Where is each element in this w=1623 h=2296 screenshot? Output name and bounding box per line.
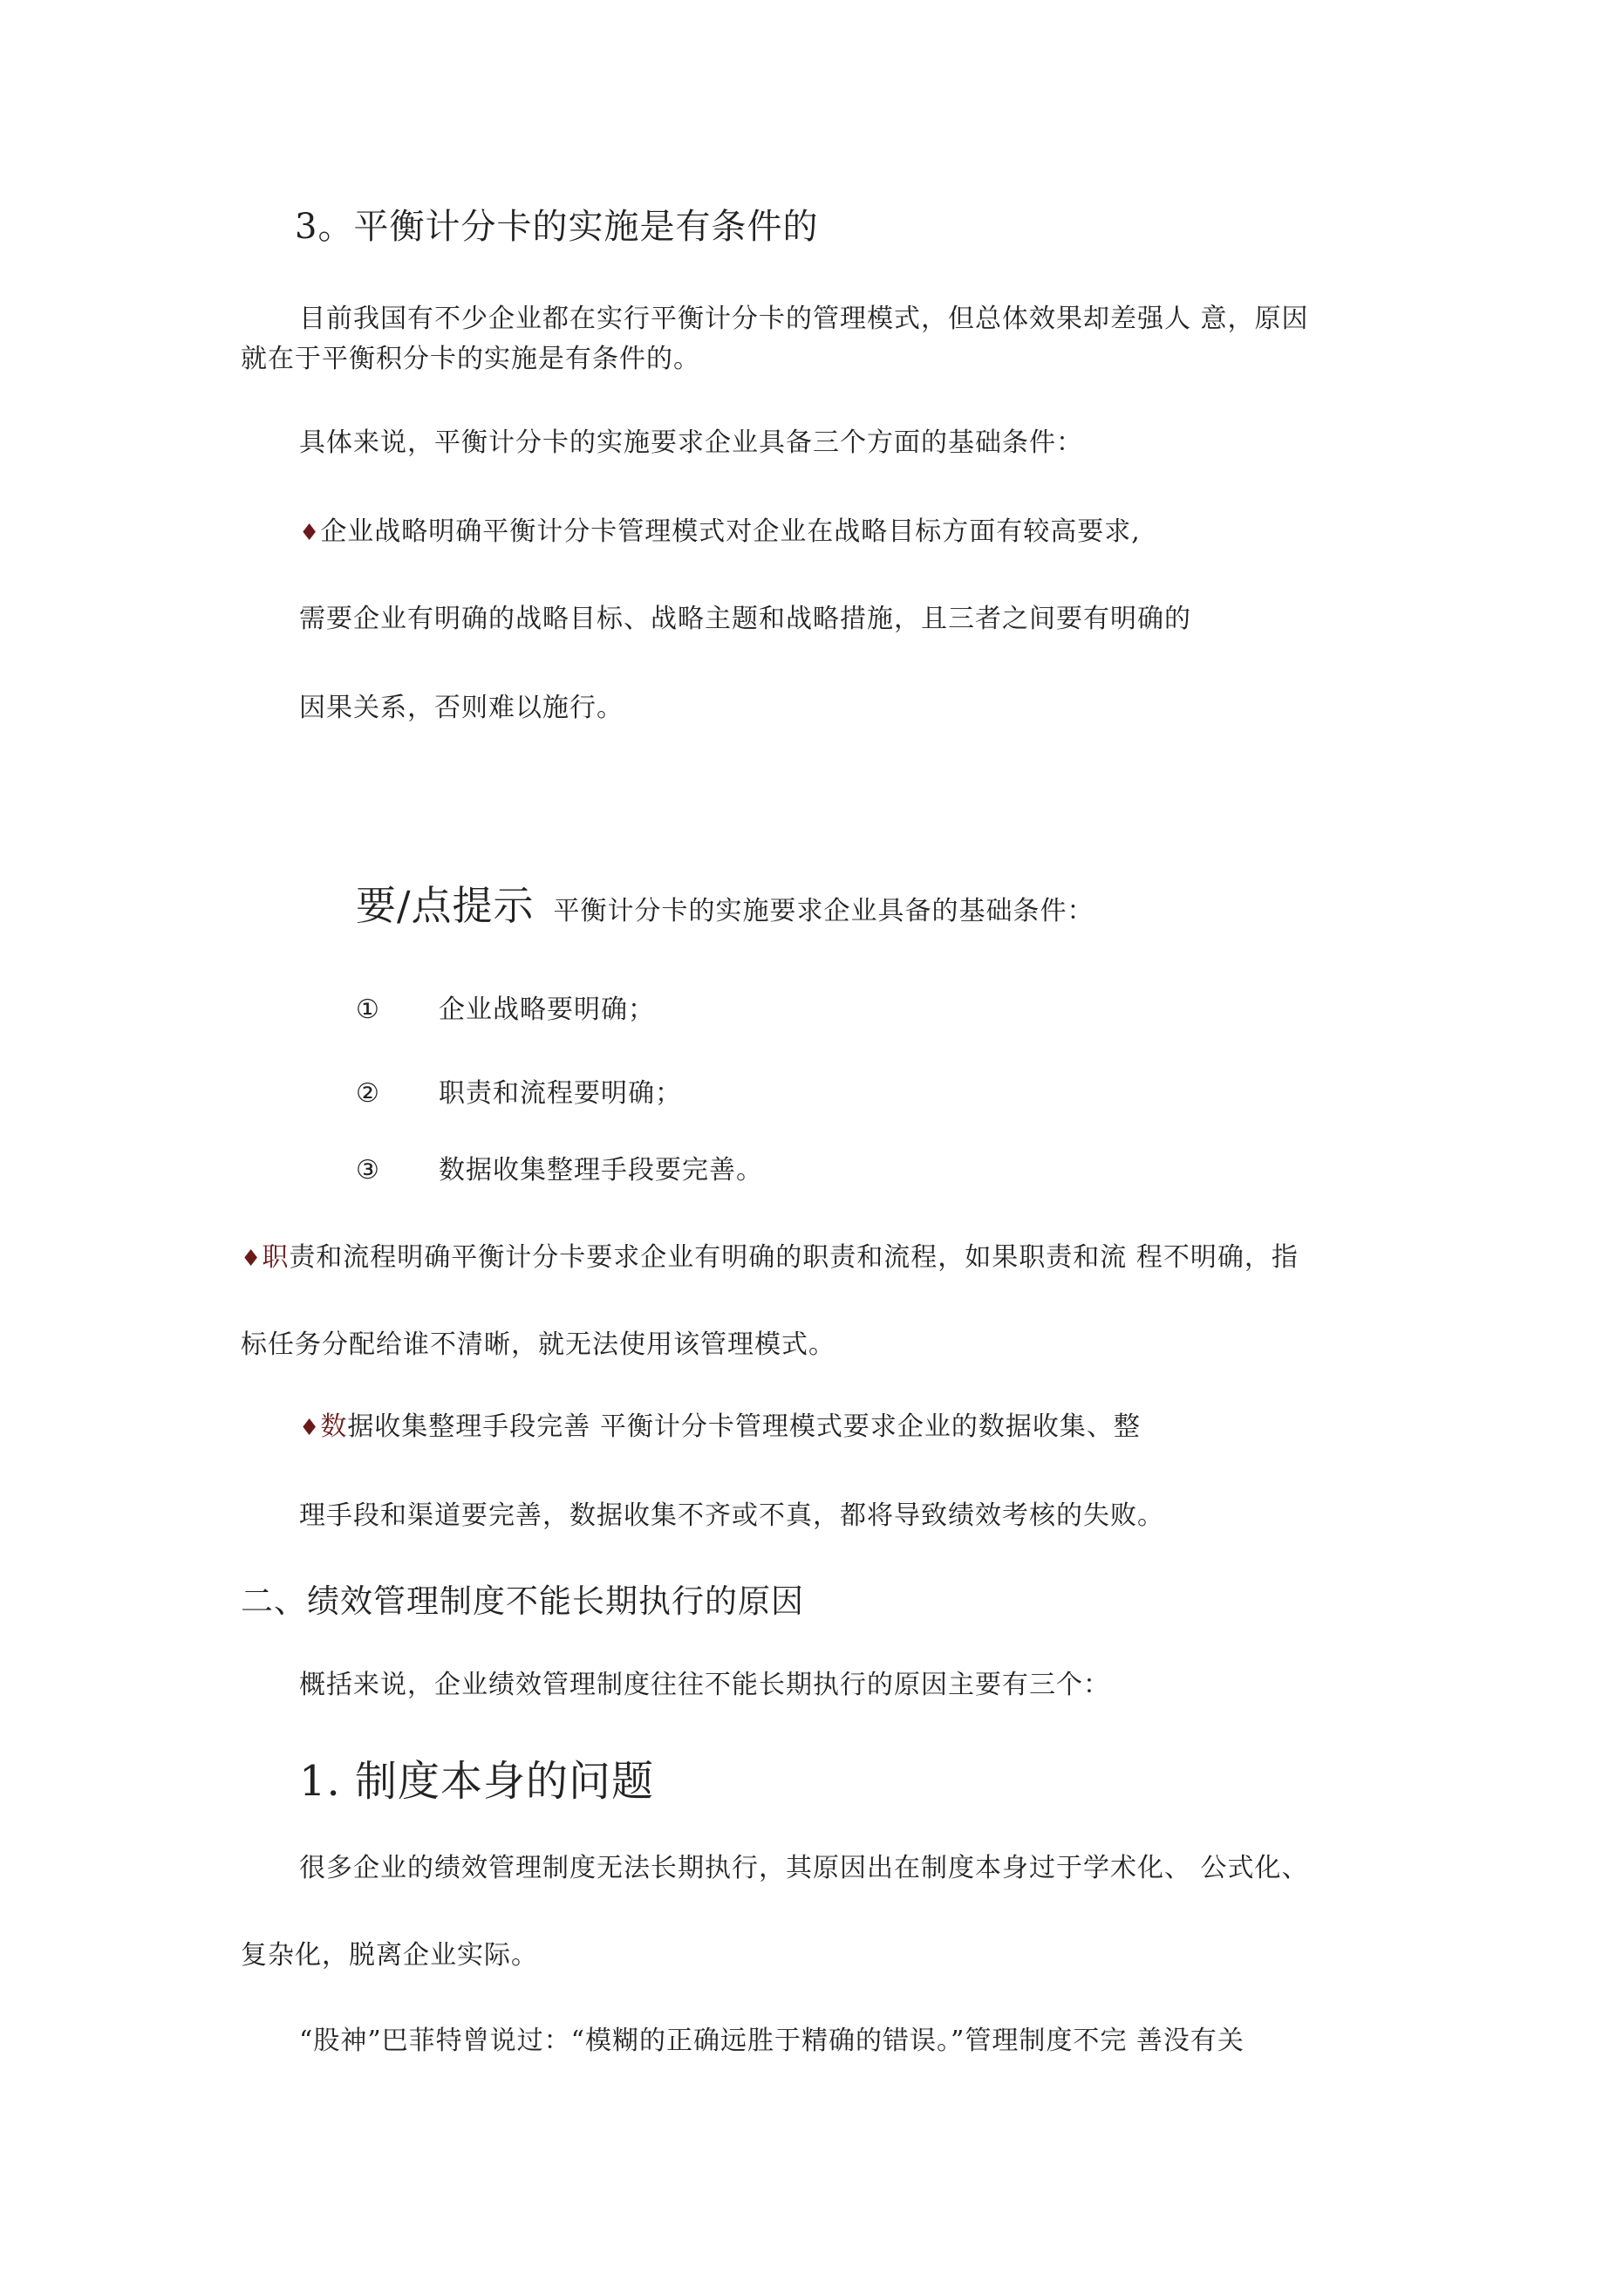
tip-text: 平衡计分卡的实施要求企业具备的基础条件： (553, 896, 1095, 926)
tip-label: 要/点提示 (356, 882, 535, 929)
paragraph-line: 需要企业有明确的战略目标、战略主题和战略措施，且三者之间要有明确的 (299, 604, 1191, 634)
list-item (356, 1153, 763, 1188)
paragraph-line: 标任务分配给谁不清晰，就无法使用该管理模式。 (241, 1329, 835, 1360)
list-item (356, 993, 655, 1028)
paragraph-line: 目前我国有不少企业都在实行平衡计分卡的管理模式，但总体效果却差强人 意，原因 (299, 304, 1309, 334)
paragraph-line: 理手段和渠道要完善，数据收集不齐或不真，都将导致绩效考核的失败。 (299, 1500, 1164, 1531)
bullet-paragraph (299, 515, 1141, 550)
paragraph-line: 具体来说，平衡计分卡的实施要求企业具备三个方面的基础条件： (299, 427, 1083, 458)
bullet-paragraph (241, 1240, 1299, 1276)
diamond-bullet-icon: ♦ (299, 1415, 321, 1441)
list-number: ③ (356, 1155, 380, 1186)
list-item-text: 数据收集整理手段要完善。 (439, 1155, 763, 1186)
paragraph-line: 很多企业的绩效管理制度无法长期执行，其原因出在制度本身过于学术化、 公式化、 (299, 1853, 1309, 1883)
list-item-text: 企业战略要明确； (439, 994, 655, 1025)
paragraph-line: 因果关系，否则难以施行。 (299, 693, 624, 723)
subsection-heading: 1. 制度本身的问题 (299, 1757, 655, 1806)
bullet-text: 企业战略明确平衡计分卡管理模式对企业在战略目标方面有较高要求, (320, 516, 1141, 547)
paragraph-line: 就在于平衡积分卡的实施是有条件的。 (241, 344, 700, 374)
tip-header (356, 881, 1095, 930)
diamond-bullet-icon: ♦ (241, 1246, 263, 1272)
bullet-text: 责和流程明确平衡计分卡要求企业有明确的职责和流程，如果职责和流 程不明确，指 (289, 1242, 1299, 1273)
bullet-first-char: 职 (262, 1242, 290, 1273)
section-heading: 二、绩效管理制度不能长期执行的原因 (241, 1582, 804, 1620)
list-number: ② (356, 1078, 380, 1109)
paragraph-line: 概括来说，企业绩效管理制度往往不能长期执行的原因主要有三个： (299, 1670, 1110, 1700)
bullet-paragraph (299, 1410, 1141, 1445)
list-number: ① (356, 994, 380, 1025)
bullet-text: 据收集整理手段完善 平衡计分卡管理模式要求企业的数据收集、整 (347, 1411, 1141, 1442)
diamond-bullet-icon: ♦ (299, 520, 321, 546)
section-heading: 3。平衡计分卡的实施是有条件的 (295, 207, 819, 247)
paragraph-line: 复杂化，脱离企业实际。 (241, 1940, 538, 1971)
list-item-text: 职责和流程要明确； (439, 1078, 682, 1109)
list-item (356, 1076, 682, 1111)
bullet-first-char: 数 (320, 1411, 348, 1442)
paragraph-line: “股神”巴菲特曾说过：“模糊的正确远胜于精确的错误。”管理制度不完 善没有关 (299, 2026, 1245, 2056)
